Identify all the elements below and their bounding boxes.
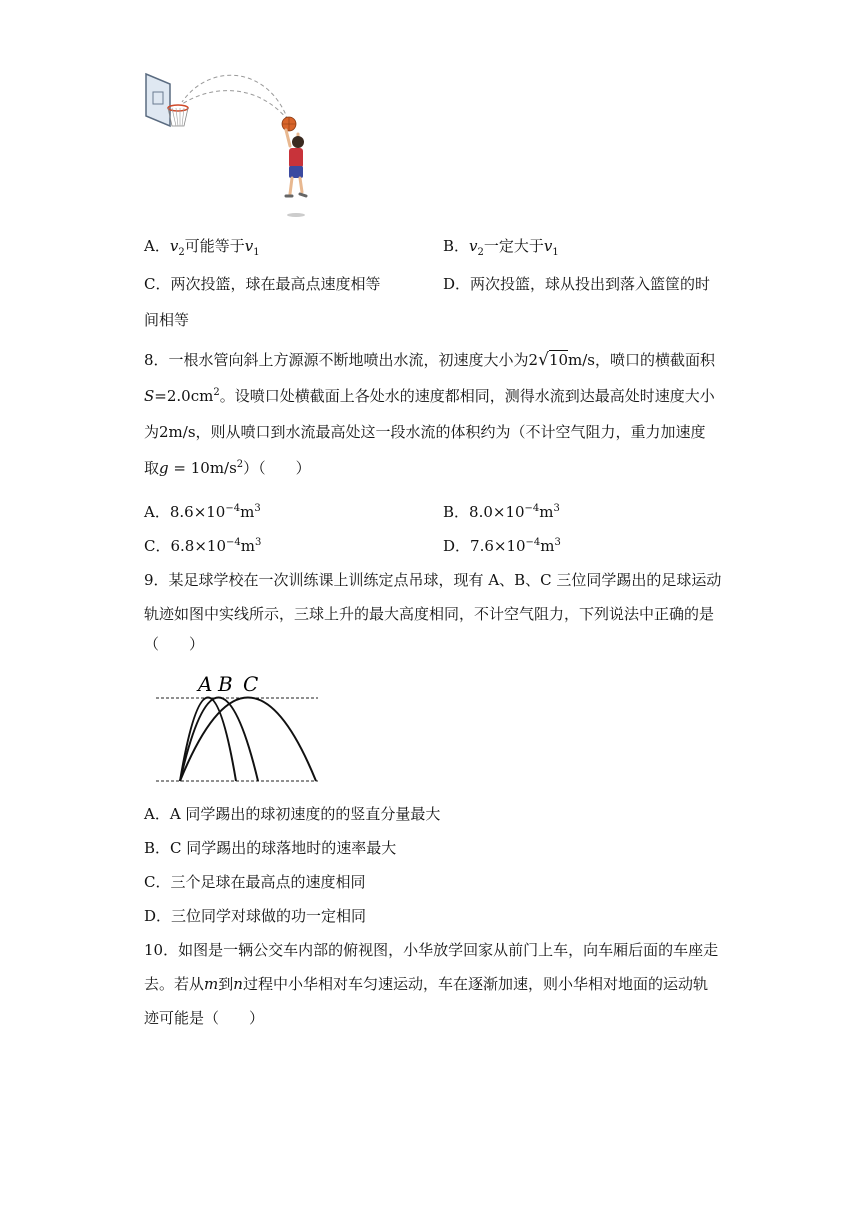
trajectory-figure	[150, 670, 330, 790]
q8-line-3: 为2m/s，则从喷口到水流最高处这一段水流的体积约为（不计空气阻力，重力加速度	[144, 423, 706, 441]
q9-option-c: C．三个足球在最高点的速度相同	[144, 873, 366, 891]
sqrt-sign: √	[538, 350, 549, 370]
q8-option-a: A．$8.6\times 10^{-4}m^3$	[144, 503, 261, 521]
label-b: B	[218, 672, 233, 696]
q9-line-1: 9．某足球学校在一次训练课上训练定点吊球，现有 A、B、C 三位同学踢出的足球运动	[144, 571, 722, 589]
q9-line-3: （ ）	[144, 635, 205, 653]
q7-option-d: D．两次投篮，球从投出到落入篮筐的时	[443, 275, 711, 293]
q9-option-a: A．A 同学踢出的球初速度的的竖直分量最大	[144, 805, 441, 823]
q7-option-b: B．$v_2$一定大于$v_1$	[443, 237, 559, 258]
q10-line-1: 10．如图是一辆公交车内部的俯视图，小华放学回家从前门上车，向车厢后面的车座走	[144, 941, 719, 959]
q8-line-2: $S=2.0cm^2$。设喷口处横截面上各处水的速度都相同，测得水流到达最高处时速度大小	[144, 387, 715, 405]
label-c: C	[243, 672, 259, 696]
label-a: A	[198, 672, 213, 696]
q9-option-d: D．三位同学对球做的功一定相同	[144, 907, 367, 925]
q7-option-c: C．两次投篮，球在最高点速度相等	[144, 275, 381, 293]
q9-line-2: 轨迹如图中实线所示，三球上升的最大高度相同，不计空气阻力，下列说法中正确的是	[144, 605, 715, 623]
q8-option-b: B．$8.0\times 10^{-4}m^3$	[443, 503, 560, 521]
basketball-figure	[140, 60, 340, 220]
q8-line-4: 取$g = 10m/s^2$）（ ）	[144, 459, 311, 477]
q8-option-d: D．$7.6\times 10^{-4}m^3$	[443, 537, 561, 555]
q8-option-c: C．$6.8\times 10^{-4}m^3$	[144, 537, 262, 555]
q8-line-1: 8．一根水管向斜上方源源不断地喷出水流，初速度大小为2√10m/s，喷口的横截面积	[144, 350, 716, 370]
q7-option-a: A．$v_2$可能等于$v_1$	[144, 237, 260, 258]
trajectory-c	[180, 698, 316, 782]
q9-option-b: B．C 同学踢出的球落地时的速率最大	[144, 839, 397, 857]
trajectory-a	[180, 698, 236, 782]
q10-line-2: 去。若从m到n过程中小华相对车匀速运动，车在逐渐加速，则小华相对地面的运动轨	[144, 975, 708, 993]
q7-option-d-continued: 间相等	[144, 311, 190, 329]
q10-line-3: 迹可能是（ ）	[144, 1009, 265, 1027]
